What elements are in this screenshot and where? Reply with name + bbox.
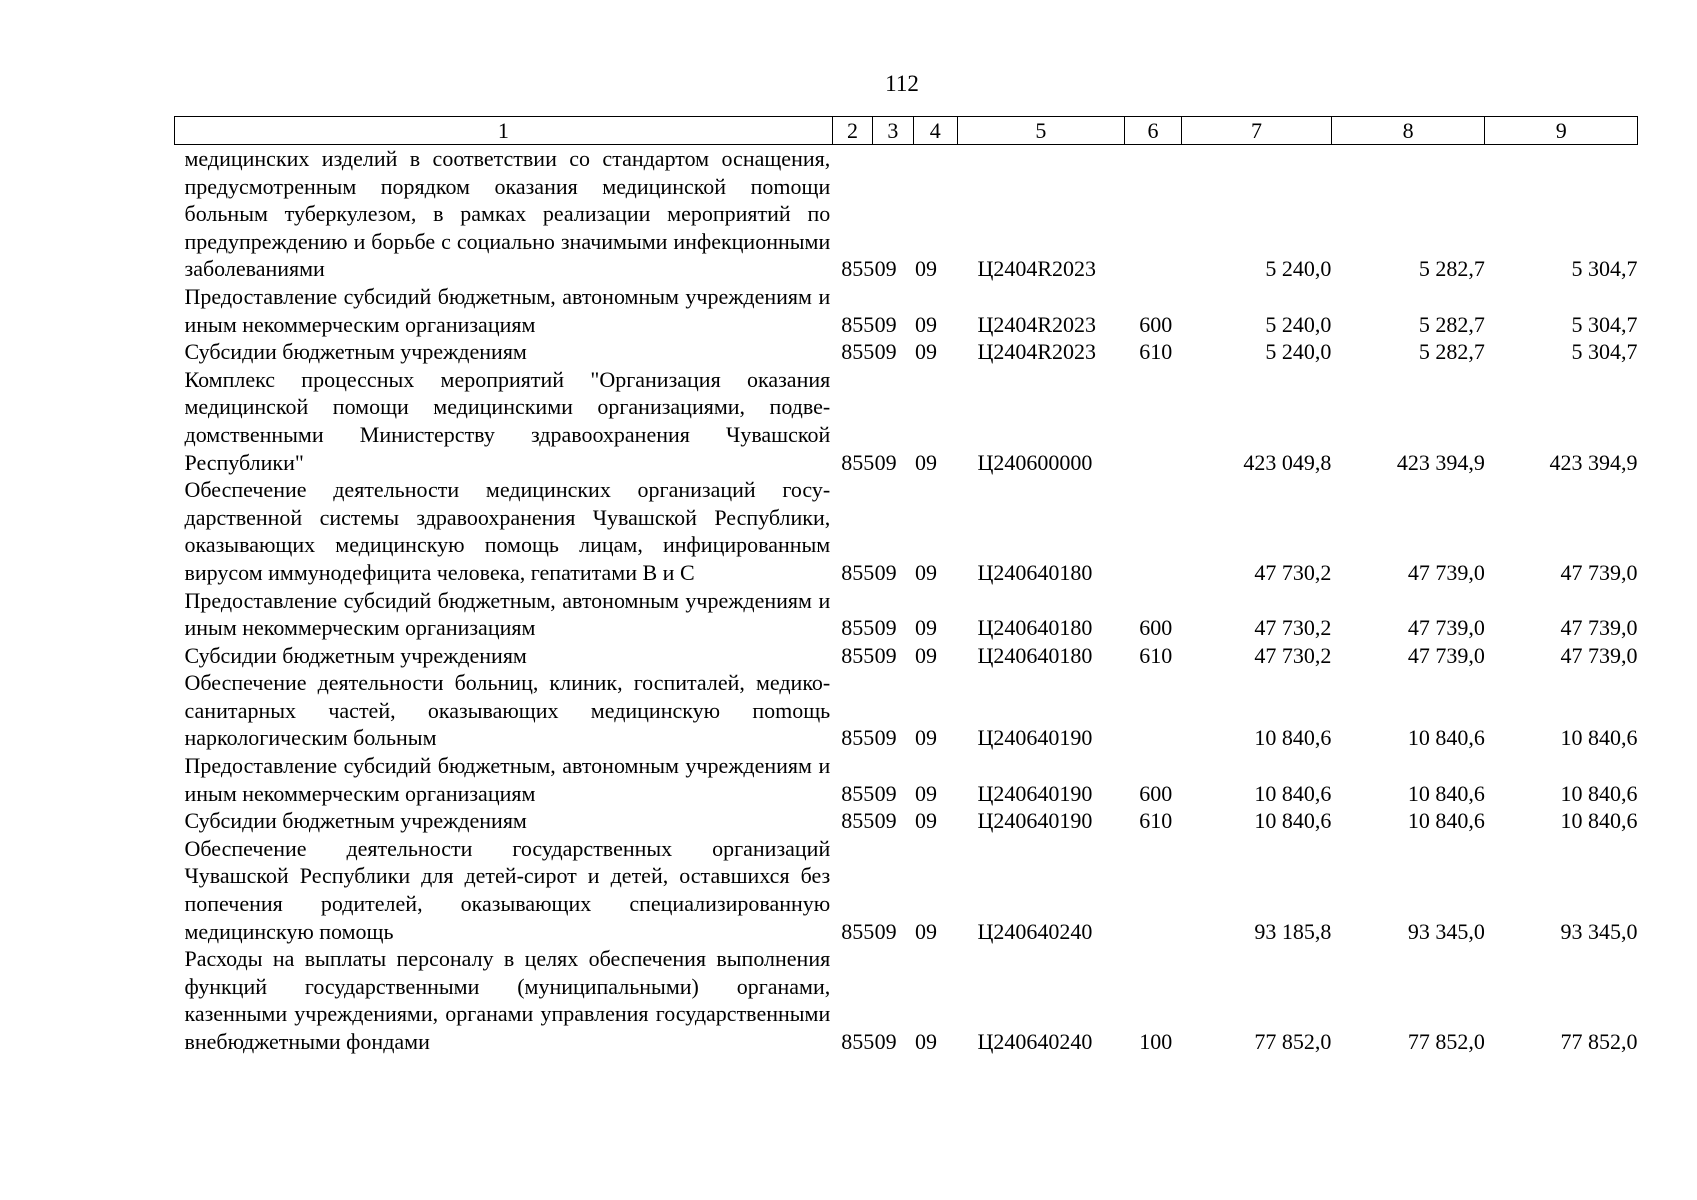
row-expense-type <box>1124 145 1182 283</box>
row-amount-8: 47 739,0 <box>1407 642 1485 668</box>
row-expense-type <box>1124 366 1182 476</box>
table-row <box>175 145 1638 283</box>
row-grbs-code: 855 <box>841 780 875 806</box>
table-row <box>175 752 1638 807</box>
row-subsection-code: 09 <box>915 256 938 282</box>
row-grbs-code: 855 <box>841 615 875 641</box>
row-grbs-code: 855 <box>841 918 875 944</box>
row-description: Субсидии бюджетным учреждениям <box>184 339 527 365</box>
row-description: Субсидии бюджетным учреждениям <box>184 808 527 834</box>
row-expense-type: 100 <box>1139 1029 1173 1054</box>
row-amount-7: 5 240,0 <box>1265 311 1332 337</box>
row-amount-8: 10 840,6 <box>1407 780 1485 806</box>
row-subsection-code: 09 <box>915 339 938 365</box>
row-amount-9: 10 840,6 <box>1560 780 1638 806</box>
row-subsection-code: 09 <box>915 615 938 641</box>
row-amount-8: 10 840,6 <box>1407 808 1485 834</box>
row-subsection-code: 09 <box>915 449 938 475</box>
budget-table <box>174 116 1638 1056</box>
column-header-6: 6 <box>1124 117 1182 145</box>
row-expense-type <box>1124 669 1182 752</box>
row-target-article: Ц2404R2023 <box>977 311 1097 337</box>
row-target-article: Ц240640180 <box>977 642 1093 668</box>
row-amount-9: 5 304,7 <box>1571 311 1638 337</box>
table-row <box>175 807 1638 835</box>
table-row <box>175 835 1638 945</box>
row-expense-type: 600 <box>1139 780 1173 806</box>
column-header-9: 9 <box>1485 117 1638 145</box>
row-grbs-code: 855 <box>841 808 875 834</box>
row-amount-8: 5 282,7 <box>1418 339 1485 365</box>
row-target-article: Ц2404R2023 <box>977 256 1097 282</box>
row-target-article: Ц240640190 <box>977 780 1093 806</box>
row-expense-type: 610 <box>1139 642 1173 668</box>
table-row <box>175 945 1638 1055</box>
column-header-7: 7 <box>1182 117 1332 145</box>
row-amount-9: 47 739,0 <box>1560 559 1638 585</box>
row-amount-9: 10 840,6 <box>1560 808 1638 834</box>
row-description: Обеспечение деятельности медицинских организаций государственной системы здравоохранения Чувашской Республики, оказывающих медицинскую помощь лицам, инфицированным вирусом иммунодефицита человека, гепатитами В и С <box>184 477 831 585</box>
row-target-article: Ц240640180 <box>977 615 1093 641</box>
row-section-code: 09 <box>874 642 897 668</box>
row-section-code: 09 <box>874 780 897 806</box>
row-amount-8: 77 852,0 <box>1407 1029 1485 1054</box>
column-header-3: 3 <box>873 117 913 145</box>
row-subsection-code: 09 <box>915 642 938 668</box>
row-target-article: Ц240640240 <box>977 1029 1093 1054</box>
row-subsection-code: 09 <box>915 1029 938 1054</box>
row-amount-9: 47 739,0 <box>1560 615 1638 641</box>
row-amount-7: 47 730,2 <box>1254 559 1332 585</box>
row-amount-7: 77 852,0 <box>1254 1029 1332 1054</box>
row-amount-7: 47 730,2 <box>1254 615 1332 641</box>
row-description: Предоставление субсидий бюджетным, автономным учреждениям и иным некоммерческим организациям <box>184 283 831 337</box>
row-amount-7: 47 730,2 <box>1254 642 1332 668</box>
row-section-code: 09 <box>874 725 897 751</box>
column-header-5: 5 <box>958 117 1125 145</box>
row-grbs-code: 855 <box>841 559 875 585</box>
row-section-code: 09 <box>874 918 897 944</box>
row-expense-type: 610 <box>1139 339 1173 365</box>
row-amount-8: 5 282,7 <box>1418 256 1485 282</box>
page-number: 112 <box>885 71 919 96</box>
row-amount-9: 10 840,6 <box>1560 725 1638 751</box>
table-row <box>175 669 1638 752</box>
table-row <box>175 338 1638 366</box>
table-body <box>175 145 1638 1056</box>
row-target-article: Ц240640180 <box>977 559 1093 585</box>
row-description: Предоставление субсидий бюджетным, автономным учреждениям и иным некоммерческим организациям <box>184 753 831 806</box>
row-amount-8: 5 282,7 <box>1418 311 1485 337</box>
row-subsection-code: 09 <box>915 725 938 751</box>
column-header-1: 1 <box>175 117 833 145</box>
budget-table-container <box>174 116 1638 1056</box>
row-expense-type <box>1124 476 1182 586</box>
row-amount-9: 5 304,7 <box>1571 256 1638 282</box>
row-expense-type <box>1124 835 1182 945</box>
row-amount-7: 5 240,0 <box>1265 256 1332 282</box>
column-header-2: 2 <box>832 117 872 145</box>
row-grbs-code: 855 <box>841 1029 875 1054</box>
table-header <box>175 117 1638 145</box>
row-section-code: 09 <box>874 256 897 282</box>
row-amount-7: 5 240,0 <box>1265 339 1332 365</box>
row-grbs-code: 855 <box>841 642 875 668</box>
column-header-8: 8 <box>1331 117 1485 145</box>
row-target-article: Ц240640240 <box>977 918 1093 944</box>
table-row <box>175 283 1638 338</box>
row-expense-type: 600 <box>1139 615 1173 641</box>
table-row <box>175 587 1638 642</box>
row-description: Обеспечение деятельности государственных организаций Чувашской Республики для детей-сирот и детей, оставшихся без попечения родителей, оказывающих специализированную медицинскую помощь <box>184 835 831 944</box>
table-row <box>175 642 1638 670</box>
row-section-code: 09 <box>874 449 897 475</box>
row-description: Субсидии бюджетным учреждениям <box>184 642 527 668</box>
row-amount-9: 93 345,0 <box>1560 918 1638 944</box>
row-subsection-code: 09 <box>915 559 938 585</box>
row-expense-type: 600 <box>1139 311 1173 337</box>
row-amount-9: 5 304,7 <box>1571 339 1638 365</box>
row-description: Комплекс процессных мероприятий "Организация оказания медицинской помощи медицинскими организациями, подведомственными Министерству здравоохранения Чувашской Республики" <box>184 366 831 475</box>
row-expense-type: 610 <box>1139 808 1173 834</box>
row-subsection-code: 09 <box>915 808 938 834</box>
row-section-code: 09 <box>874 1029 897 1054</box>
row-section-code: 09 <box>874 339 897 365</box>
row-section-code: 09 <box>874 311 897 337</box>
row-description: медицинских изделий в соответствии со стандартом оснащения, предусмотренным порядком оказания медицинской поmощи больным туберкулезом, в рамках реализации мероприятий по предупреждению и борьбе с социально значимыми инфекционными заболеваниями <box>184 146 831 282</box>
row-amount-8: 93 345,0 <box>1407 918 1485 944</box>
header-row <box>175 117 1638 145</box>
row-description: Предоставление субсидий бюджетным, автономным учреждениям и иным некоммерческим организациям <box>184 587 831 641</box>
row-amount-8: 47 739,0 <box>1407 559 1485 585</box>
table-row <box>175 476 1638 586</box>
row-amount-9: 47 739,0 <box>1560 642 1638 668</box>
row-amount-7: 423 049,8 <box>1243 449 1332 475</box>
row-amount-7: 93 185,8 <box>1254 918 1332 944</box>
row-section-code: 09 <box>874 615 897 641</box>
row-grbs-code: 855 <box>841 339 875 365</box>
row-section-code: 09 <box>874 808 897 834</box>
row-subsection-code: 09 <box>915 780 938 806</box>
row-description: Расходы на выплаты персоналу в целях обеспечения выполнения функций государственными (муниципальными) органами, казенными учреждениями, органами управления государственными внебюджетными фондами <box>184 946 831 1054</box>
row-description: Обеспечение деятельности больниц, клиник, госпиталей, медико-санитарных частей, оказывающих медицинскую поmощь наркологическим больным <box>184 670 831 751</box>
row-amount-9: 77 852,0 <box>1560 1029 1638 1054</box>
row-amount-7: 10 840,6 <box>1254 808 1332 834</box>
row-subsection-code: 09 <box>915 918 938 944</box>
row-target-article: Ц2404R2023 <box>977 339 1097 365</box>
row-grbs-code: 855 <box>841 311 875 337</box>
row-target-article: Ц240640190 <box>977 725 1093 751</box>
row-grbs-code: 855 <box>841 256 875 282</box>
row-target-article: Ц240640190 <box>977 808 1093 834</box>
column-header-4: 4 <box>913 117 957 145</box>
row-subsection-code: 09 <box>915 311 938 337</box>
row-amount-8: 423 394,9 <box>1396 449 1485 475</box>
row-target-article: Ц240600000 <box>977 449 1093 475</box>
row-amount-8: 10 840,6 <box>1407 725 1485 751</box>
row-amount-7: 10 840,6 <box>1254 780 1332 806</box>
row-amount-7: 10 840,6 <box>1254 725 1332 751</box>
row-grbs-code: 855 <box>841 449 875 475</box>
row-grbs-code: 855 <box>841 725 875 751</box>
row-amount-9: 423 394,9 <box>1549 449 1638 475</box>
table-row <box>175 366 1638 476</box>
row-amount-8: 47 739,0 <box>1407 615 1485 641</box>
row-section-code: 09 <box>874 559 897 585</box>
